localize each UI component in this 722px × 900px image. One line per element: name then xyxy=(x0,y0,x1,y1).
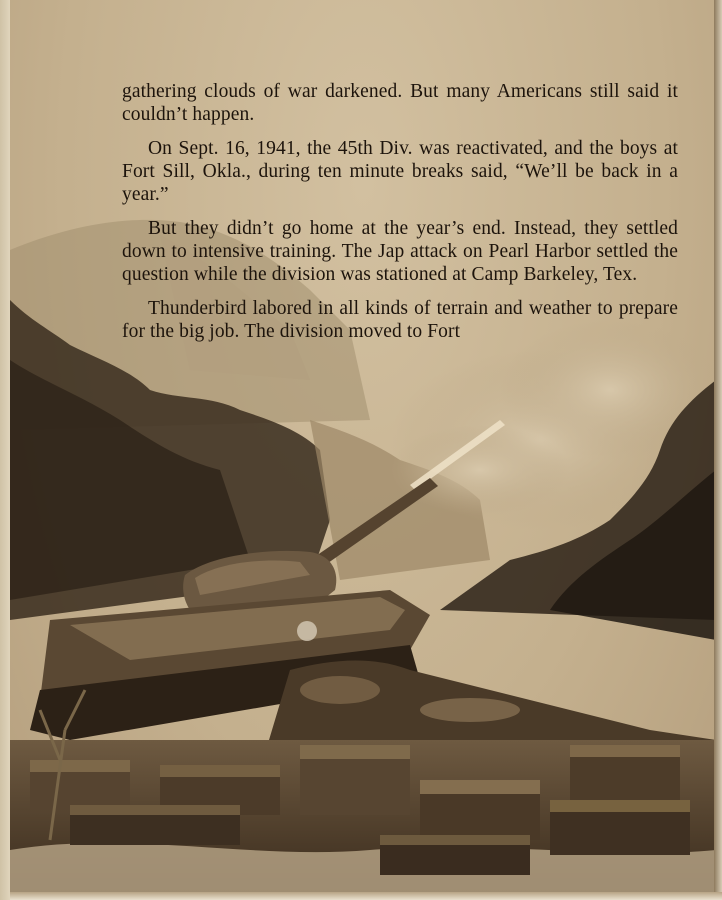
page-edge-bottom xyxy=(10,892,722,900)
paragraph-3: But they didn’t go home at the year’s end. Instead, they settled down to intensive training. The Jap attack on Pearl Harbor settled the question while the division was stationed at Camp Barkeley, Tex. xyxy=(122,218,678,285)
paragraph-2: On Sept. 16, 1941, the 45th Div. was reactivated, and the boys at Fort Sill, Okla., during ten minute breaks said, “We’ll be back in a year.” xyxy=(122,138,678,205)
body-text xyxy=(122,80,678,354)
page-edge-right xyxy=(714,0,722,900)
paragraph-1: gathering clouds of war darkened. But many Americans still said it couldn’t happen. xyxy=(122,81,678,125)
page-gutter xyxy=(0,0,10,900)
paragraph-4: Thunderbird labored in all kinds of terrain and weather to prepare for the big job. The division moved to Fort xyxy=(122,298,678,342)
hull-star xyxy=(297,621,317,641)
